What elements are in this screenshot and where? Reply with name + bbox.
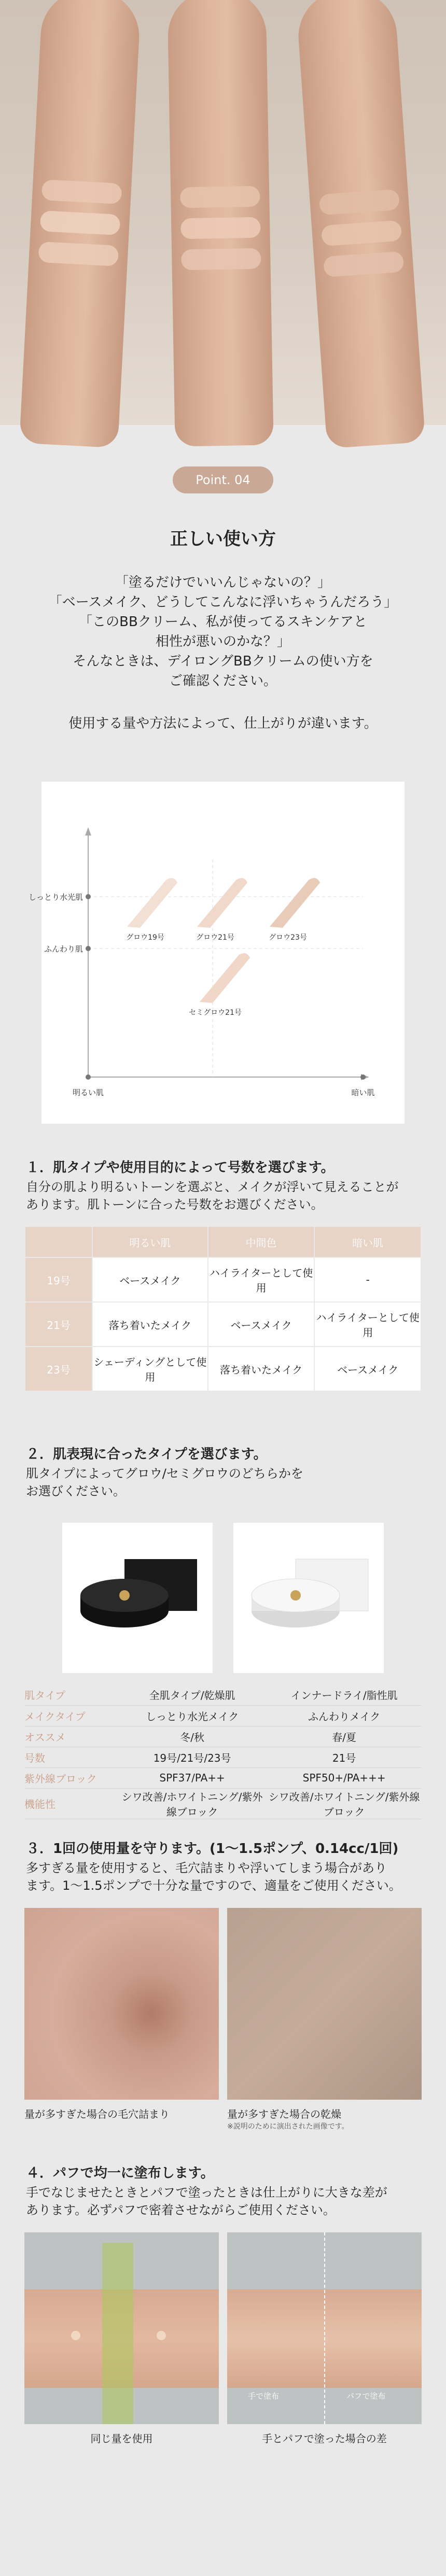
swatch (319, 189, 400, 216)
hero-arms-image (0, 0, 446, 425)
divider (324, 2232, 325, 2424)
step1-text (26, 1178, 420, 1213)
compact-black-icon (62, 1523, 213, 1673)
shade-usage-table (24, 1226, 422, 1392)
table-row (25, 1257, 421, 1302)
table-cell: 落ち着いたメイク (92, 1302, 208, 1347)
table-cell: シワ改善/ホワイトニング/紫外線ブロック (118, 1788, 267, 1819)
row-key: メイクタイプ (24, 1705, 118, 1726)
step2-line: 肌タイプによってグロウ/セミグロウのどちらかを (26, 1466, 303, 1481)
product-glow-image (62, 1523, 213, 1673)
table-row (24, 1767, 422, 1788)
swatch-glow21 (196, 878, 247, 942)
table-cell: ベースメイク (208, 1302, 315, 1347)
swatch-glow23 (269, 878, 320, 942)
axis-dot (86, 894, 91, 899)
swatch (321, 220, 402, 247)
row-key: 機能性 (24, 1788, 118, 1819)
table-header (25, 1226, 92, 1257)
x-label: 明るい肌 (72, 1088, 104, 1097)
intro-text (0, 573, 446, 691)
step4-text (26, 2184, 420, 2219)
step1-line: 自分の肌より明るいトーンを選ぶと、メイクが浮いて見えることが (26, 1180, 399, 1194)
swatch-semiglow21 (189, 953, 250, 1017)
product-semiglow-image (233, 1523, 384, 1673)
step1-line: あります。肌トーンに合った号数をお選びください。 (26, 1197, 324, 1212)
photo-caption: 量が多すぎた場合の毛穴詰まり (24, 2107, 170, 2120)
table-cell: ふんわりメイク (267, 1705, 422, 1726)
table-row (24, 1726, 422, 1747)
pore-closeup-image (24, 1908, 219, 2100)
table-cell: インナードライ/脂性肌 (267, 1685, 422, 1705)
intro-line: そんなときは、デイロングBBクリームの使い方を (73, 654, 373, 669)
y-label: しっとり水光肌 (28, 893, 83, 902)
step2-title: ２．肌表現に合ったタイプを選びます。 (26, 1447, 267, 1462)
photo-caption: 同じ量を使用 (90, 2432, 153, 2445)
table-cell: シェーディングとして使用 (92, 1347, 208, 1391)
axis-dot (86, 1074, 91, 1080)
same-amount-photo (24, 2232, 219, 2445)
row-header: 23号 (25, 1347, 92, 1391)
table-cell: 21号 (267, 1747, 422, 1767)
shade-chart (28, 782, 405, 1124)
row-header: 21号 (25, 1302, 92, 1347)
table-cell: 落ち着いたメイク (208, 1347, 315, 1391)
axis-dot (360, 1074, 366, 1080)
table-cell: 19号/21号/23号 (118, 1747, 267, 1767)
row-key: オススメ (24, 1726, 118, 1747)
point-badge: Point. 04 (173, 466, 273, 493)
table-cell: 冬/秋 (118, 1726, 267, 1747)
photo-note: ※説明のために演出された画像です。 (227, 2122, 349, 2131)
hand-label: 手で塗布 (248, 2391, 280, 2401)
intro-line: 「ベースメイク、どうしてこんなに浮いちゃうんだろう」 (48, 595, 398, 610)
table-row (24, 1705, 422, 1726)
pore-photo (24, 1908, 219, 2131)
table-cell: - (314, 1257, 421, 1302)
step4-line: 手でなじませたときとパフで塗ったときは仕上がりに大きな差が (26, 2185, 387, 2200)
table-cell: 全肌タイプ/乾燥肌 (118, 1685, 267, 1705)
swatch (323, 251, 404, 277)
arm-tape-image (24, 2232, 219, 2424)
swatch-glow19 (126, 878, 177, 942)
photo-caption: 量が多すぎた場合の乾燥 (227, 2107, 341, 2120)
swatch (180, 217, 261, 239)
product-images (62, 1523, 384, 1673)
table-header: 中間色 (208, 1226, 315, 1257)
step3-photos (24, 1908, 422, 2131)
step3-line: 多すぎる量を使用すると、毛穴詰まりや浮いてしまう場合があり (26, 1860, 387, 1875)
product-dot (157, 2331, 166, 2340)
row-header: 19号 (25, 1257, 92, 1302)
step1-title: １．肌タイプや使用目的によって号数を選びます。 (26, 1160, 335, 1176)
swatch (38, 242, 119, 266)
step3-text (26, 1859, 420, 1894)
puff-label: パフで塗布 (346, 2391, 386, 2401)
item-label: グロウ19号 (126, 933, 164, 942)
intro-line: 「このBBクリーム、私が使ってるスキンケアと (79, 614, 367, 630)
axis-dot (86, 946, 91, 951)
step3-line: ます。1〜1.5ポンプで十分な量ですので、適量をご使用ください。 (26, 1878, 401, 1893)
table-header-row (25, 1226, 421, 1257)
item-label: セミグロウ21号 (189, 1009, 242, 1017)
item-label: グロウ23号 (269, 933, 307, 942)
table-cell: シワ改善/ホワイトニング/紫外線ブロック (267, 1788, 422, 1819)
intro-line: ご確認ください。 (169, 673, 277, 689)
row-key: 紫外線ブロック (24, 1767, 118, 1788)
swatch (41, 179, 122, 204)
shade-chart-svg (28, 782, 405, 1124)
table-row (25, 1302, 421, 1347)
y-label: ふんわり肌 (44, 944, 83, 954)
arm-compare-image (227, 2232, 422, 2424)
step3-title: ３．1回の使用量を守ります。(1〜1.5ポンプ、0.14cc/1回) (26, 1841, 399, 1857)
row-key: 肌タイプ (24, 1685, 118, 1705)
intro-line: 「塗るだけでいいんじゃないの？」 (115, 575, 331, 590)
intro-subtext: 使用する量や方法によって、仕上がりが違います。 (68, 716, 378, 731)
table-row (24, 1685, 422, 1705)
measuring-tape (102, 2243, 133, 2424)
step2-line: お選びください。 (26, 1484, 126, 1498)
y-arrow (85, 827, 91, 836)
section-title: 正しい使い方 (170, 529, 276, 549)
table-cell: 春/夏 (267, 1726, 422, 1747)
table-header: 明るい肌 (92, 1226, 208, 1257)
table-header: 暗い肌 (314, 1226, 421, 1257)
hand-vs-puff-photo (227, 2232, 422, 2445)
dry-photo (227, 1908, 422, 2131)
photo-caption: 手とパフで塗った場合の差 (262, 2432, 387, 2445)
type-comparison-table (24, 1685, 422, 1819)
x-label: 暗い肌 (351, 1088, 375, 1097)
table-row (24, 1788, 422, 1819)
arm-center (167, 0, 273, 447)
table-cell: ハイライターとして使用 (208, 1257, 315, 1302)
swatch (180, 186, 260, 208)
table-cell: SPF50+/PA+++ (267, 1767, 422, 1788)
step4-title: ４．パフで均一に塗布します。 (26, 2165, 214, 2181)
table-cell: しっとり水光メイク (118, 1705, 267, 1726)
arm-left (19, 0, 142, 448)
product-dot (71, 2331, 80, 2340)
dry-skin-image (227, 1908, 422, 2100)
item-label: グロウ21号 (196, 933, 234, 942)
table-cell: ベースメイク (314, 1347, 421, 1391)
table-cell: ハイライターとして使用 (314, 1302, 421, 1347)
table-cell: SPF37/PA++ (118, 1767, 267, 1788)
step2-text (26, 1465, 420, 1500)
compact-white-icon (233, 1523, 384, 1673)
table-row (25, 1347, 421, 1391)
swatch (181, 248, 261, 271)
step4-line: あります。必ずパフで密着させながらご使用ください。 (26, 2202, 336, 2217)
swatch (40, 210, 121, 235)
row-key: 号数 (24, 1747, 118, 1767)
table-row (24, 1747, 422, 1767)
table-cell: ベースメイク (92, 1257, 208, 1302)
arm-right (296, 0, 426, 449)
intro-line: 相性が悪いのかな？」 (155, 634, 290, 649)
step4-photos (24, 2232, 422, 2445)
